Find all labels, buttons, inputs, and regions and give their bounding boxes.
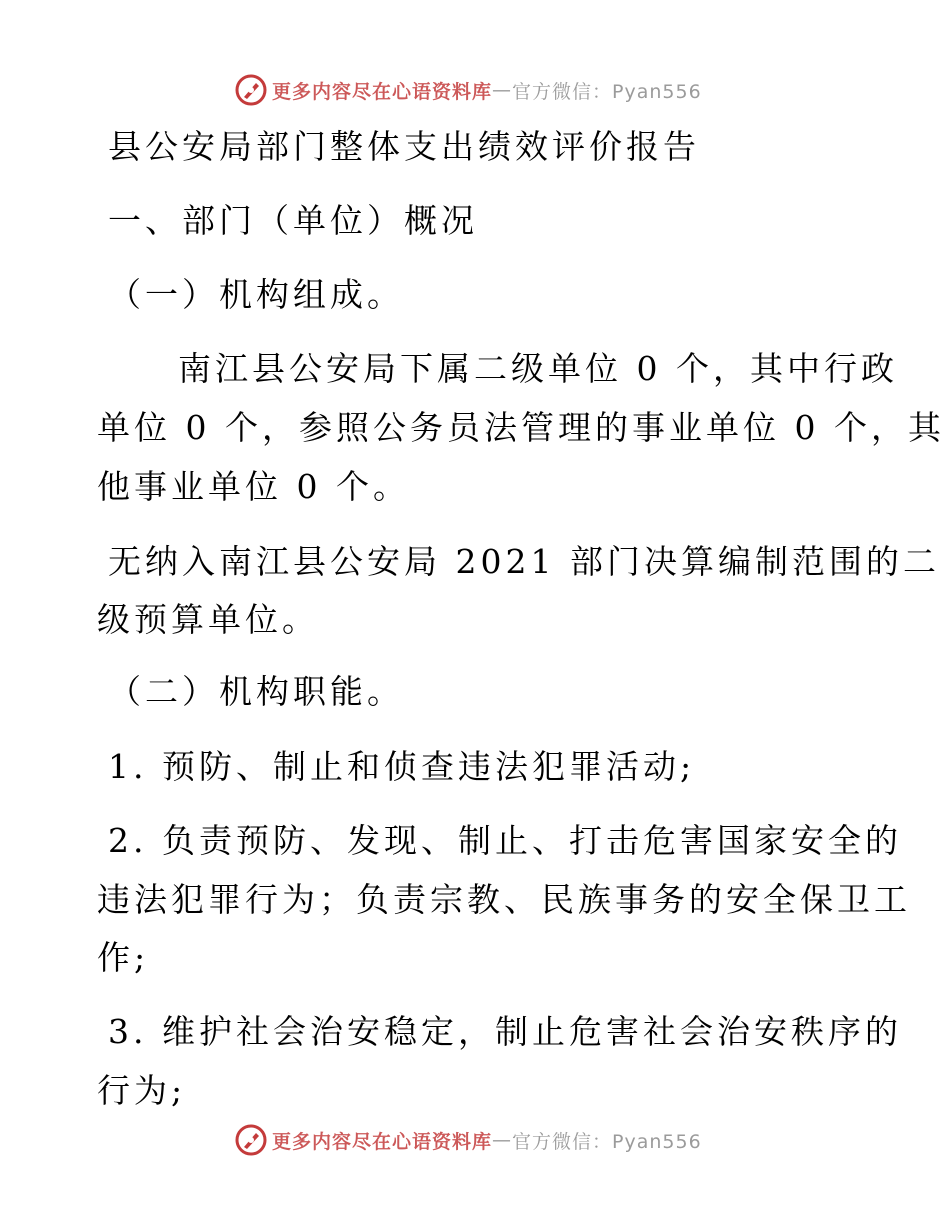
footer-watermark (234, 1120, 702, 1160)
subheading-functions: （二）机构职能。 (108, 672, 404, 711)
paragraph-line: 单位 0 个，参照公务员法管理的事业单位 0 个，其 (97, 408, 945, 447)
list-item-continuation: 作; (97, 938, 150, 977)
list-item-continuation: 违法犯罪行为；负责宗教、民族事务的安全保卫工 (97, 880, 911, 919)
watermark-separator: — (492, 79, 513, 101)
list-item: 3. 维护社会治安稳定，制止危害社会治安秩序的 (108, 1012, 902, 1051)
watermark-wechat: 官方微信：Pyan556 (512, 1130, 702, 1153)
pen-logo-icon (234, 73, 268, 107)
pen-logo-icon (234, 1123, 268, 1157)
watermark-brand: 更多内容尽在心语资料库 (272, 80, 493, 103)
list-item: 1. 预防、制止和侦查违法犯罪活动; (108, 747, 696, 786)
paragraph-line: 他事业单位 0 个。 (97, 467, 410, 506)
section-heading-overview: 一、部门（单位）概况 (108, 201, 478, 240)
paragraph-line: 级预算单位。 (97, 600, 319, 639)
document-title: 县公安局部门整体支出绩效评价报告 (108, 127, 700, 166)
paragraph-line: 南江县公安局下属二级单位 0 个，其中行政 (178, 349, 898, 388)
subheading-organization: （一）机构组成。 (108, 275, 404, 314)
watermark-separator: — (492, 1129, 513, 1151)
watermark-brand: 更多内容尽在心语资料库 (272, 1130, 493, 1153)
list-item: 2. 负责预防、发现、制止、打击危害国家安全的 (108, 821, 902, 860)
list-item-continuation: 行为; (97, 1071, 187, 1110)
watermark-wechat: 官方微信：Pyan556 (512, 80, 702, 103)
header-watermark (234, 70, 702, 110)
paragraph-line: 无纳入南江县公安局 2021 部门决算编制范围的二 (108, 542, 940, 581)
